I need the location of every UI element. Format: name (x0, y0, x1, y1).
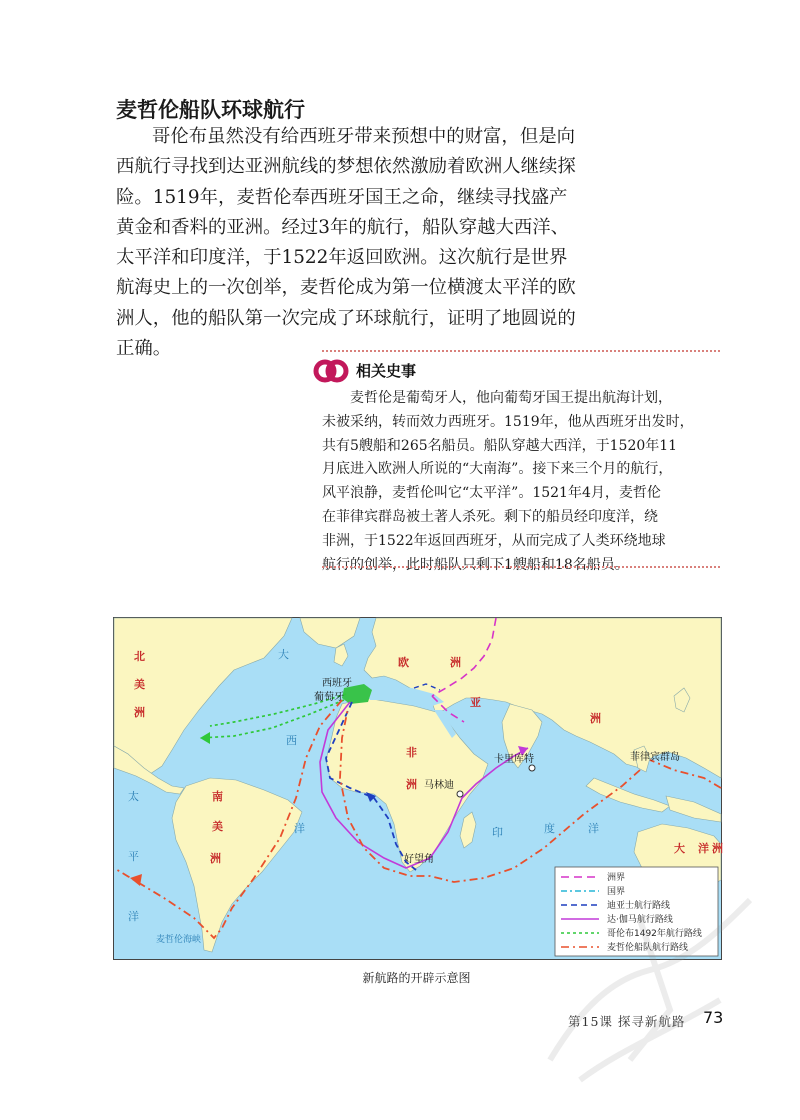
legend-label: 达·伽马航行路线 (607, 915, 673, 925)
section-title: 麦哲伦船队环球航行 (116, 98, 305, 122)
label-atlantic-2: 西 (286, 734, 297, 747)
label-atlantic-3: 洋 (294, 822, 305, 835)
label-pacific-1: 太 (128, 790, 139, 803)
label-indian-3: 洋 (588, 822, 599, 835)
body-line: 西航行寻找到达亚洲航线的梦想依然激励着欧洲人继续探 (116, 156, 576, 178)
label-cape: 好望角 (404, 854, 434, 865)
sidebar-line: 共有5艘船和265名船员。船队穿越大西洋，于1520年11 (322, 437, 678, 454)
label-philippines: 菲律宾群岛 (630, 752, 680, 763)
legend-label: 麦哲伦船队航行路线 (607, 943, 689, 953)
label-africa-2: 洲 (406, 778, 417, 791)
watermark-logo (520, 860, 790, 1100)
label-south-america-3: 洲 (210, 852, 221, 865)
body-line: 航海史上的一次创举，麦哲伦成为第一位横渡太平洋的欧 (116, 277, 576, 299)
label-south-america-1: 南 (212, 790, 223, 803)
body-line: 洲人，他的船队第一次完成了环球航行，证明了地圆说的 (116, 307, 576, 329)
lesson-title: 第15课 探寻新航路 (568, 1014, 686, 1029)
label-europe-2: 洲 (450, 656, 461, 669)
sidebar-line: 月底进入欧洲人所说的“大南海”。接下来三个月的航行， (322, 461, 673, 478)
sidebar-line: 在菲律宾群岛被土著人杀死。剩下的船员经印度洋，绕 (322, 508, 658, 525)
sidebar-line: 未被采纳，转而效力西班牙。1519年，他从西班牙出发时， (322, 413, 694, 430)
calicut-marker (529, 765, 535, 771)
label-oceania-1: 大 (674, 842, 685, 855)
sidebar-line: 风平浪静，麦哲伦叫它“太平洋”。1521年4月，麦哲伦 (322, 485, 661, 502)
sidebar-line: 航行的创举，此时船队只剩下1艘船和18名船员。 (322, 556, 629, 573)
label-north-america-1: 北 (134, 650, 145, 663)
body-line: 正确。 (116, 338, 172, 360)
label-oceania-2: 洋 (698, 842, 709, 855)
label-spain: 西班牙 (322, 678, 352, 689)
map-caption: 新航路的开辟示意图 (362, 971, 471, 985)
label-north-america-3: 洲 (134, 706, 145, 719)
label-south-america-2: 美 (212, 820, 223, 833)
sidebar-title: 相关史事 (356, 362, 417, 380)
label-malindi: 马林迪 (424, 780, 454, 791)
related-history-box (322, 350, 720, 573)
label-indian-1: 印 (492, 826, 503, 839)
label-indian-2: 度 (544, 822, 555, 835)
label-asia-1: 亚 (470, 696, 481, 709)
body-line: 哥伦布虽然没有给西班牙带来预想中的财富，但是向 (152, 126, 575, 147)
sidebar-bottom-divider (322, 566, 720, 568)
label-calicut: 卡里库特 (494, 754, 534, 765)
label-africa-1: 非 (406, 746, 417, 759)
legend-label: 国界 (607, 887, 626, 897)
label-portugal: 葡萄牙 (314, 692, 344, 703)
body-line: 险。1519年，麦哲伦奉西班牙国王之命，继续寻找盛产 (116, 186, 568, 208)
label-oceania-3: 洲 (712, 842, 723, 855)
sidebar-text (322, 387, 720, 577)
label-pacific-3: 洋 (128, 910, 139, 923)
sidebar-line: 麦哲伦是葡萄牙人，他向葡萄牙国王提出航海计划， (350, 390, 672, 406)
legend-label: 哥伦布1492年航行路线 (607, 929, 702, 939)
related-history-icon (314, 354, 348, 388)
malindi-marker (457, 791, 463, 797)
label-europe-1: 欧 (398, 656, 409, 669)
label-north-america-2: 美 (134, 678, 145, 691)
label-magellan-strait: 麦哲伦海峡 (156, 935, 202, 945)
label-asia-2: 洲 (590, 712, 601, 725)
sidebar-top-divider (322, 350, 720, 352)
label-pacific-2: 平 (128, 850, 139, 863)
label-atlantic-1: 大 (278, 648, 289, 661)
body-line: 黄金和香料的亚洲。经过3年的航行，船队穿越大西洋、 (116, 216, 570, 238)
body-line: 太平洋和印度洋，于1522年返回欧洲。这次航行是世界 (116, 247, 568, 269)
page-number: 73 (703, 1008, 724, 1027)
sidebar-line: 非洲，于1522年返回西班牙，从而完成了人类环绕地球 (322, 532, 666, 549)
body-paragraph (116, 122, 588, 364)
legend-label: 洲界 (607, 873, 626, 883)
legend-label: 迪亚士航行路线 (607, 901, 671, 911)
